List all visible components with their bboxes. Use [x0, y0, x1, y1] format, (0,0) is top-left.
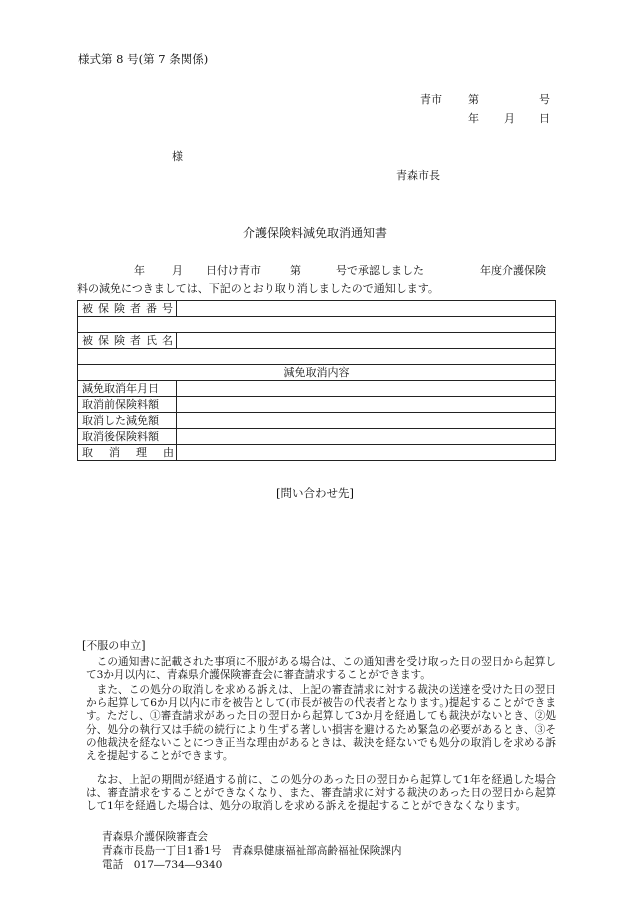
row-label: 取消前保険料額	[78, 397, 177, 413]
recipient-honorific: 様	[172, 150, 183, 163]
appeal-paragraph-3: なお、上記の期間が経過する前に、この処分のあった日の翌日から起算して1年を経過した場合は、審査請求をすることができなくなり、また、審査請求に対する裁決のあった日の翌日から起算して1年を経過した場合は、処分の取消しを求める訴えを提起することができなくなります。	[86, 774, 556, 813]
document-number-go: 号	[539, 93, 550, 106]
issuer: 青森市長	[396, 169, 440, 182]
row-value	[177, 445, 556, 461]
date-month: 月	[504, 112, 515, 125]
insured-name-label: 被保険者氏名	[78, 333, 177, 349]
inquiry-heading: [問い合わせ先]	[276, 486, 354, 500]
row-value	[177, 381, 556, 397]
row-value	[177, 429, 556, 445]
row-label: 取消理由	[78, 445, 177, 461]
notice-year: 年	[134, 264, 145, 277]
form-number: 様式第 8 号(第 7 条関係)	[78, 52, 209, 66]
row-label: 取消後保険料額	[78, 429, 177, 445]
notice-fiscal: 年度介護保険	[480, 264, 546, 277]
contact-org: 青森県介護保険審査会	[102, 831, 208, 843]
notice-approved: 号で承認しました	[336, 264, 424, 277]
appeal-heading: [不服の申立]	[82, 639, 146, 652]
section-title: 減免取消内容	[78, 365, 556, 381]
spacer-row	[78, 317, 556, 333]
notice-line-2: 料の減免につきましては、下記のとおり取り消しましたので通知します。	[77, 282, 439, 295]
date-day: 日	[539, 112, 550, 125]
row-label: 取消した減免額	[78, 413, 177, 429]
document-number-dai: 第	[468, 93, 479, 106]
notice-date-issued: 日付け青市	[206, 264, 261, 277]
document-number-prefix: 青市	[420, 93, 442, 106]
insured-number-value	[177, 301, 556, 317]
date-year: 年	[468, 112, 479, 125]
insured-number-label: 被保険者番号	[78, 301, 177, 317]
cancellation-table	[77, 300, 556, 461]
appeal-paragraph-2: また、この処分の取消しを求める訴えは、上記の審査請求に対する裁決の送達を受けた日の翌日から起算して6か月以内に市を被告として(市長が被告の代表者となります。)提起することができます。ただし、①審査請求があった日の翌日から起算して3か月を経過しても裁決がないとき、②処分、処分の執行又は手続の続行により生ずる著しい損害を避けるため緊急の必要があるとき、③その他裁決を経ないことにつき正当な理由があるときは、裁決を経ないでも処分の取消しを求める訴えを提起することができます。	[86, 684, 556, 763]
spacer-row	[78, 349, 556, 365]
row-value	[177, 413, 556, 429]
notice-dai: 第	[290, 264, 301, 277]
contact-phone: 電話 017―734―9340	[102, 859, 223, 871]
document-title: 介護保険料減免取消通知書	[242, 226, 387, 240]
row-label: 減免取消年月日	[78, 381, 177, 397]
insured-name-value	[177, 333, 556, 349]
appeal-paragraph-1: この通知書に記載された事項に不服がある場合は、この通知書を受け取った日の翌日から起算して3か月以内に、青森県介護保険審査会に審査請求することができます。	[86, 656, 556, 682]
notice-month: 月	[172, 264, 183, 277]
contact-address: 青森市長島一丁目1番1号 青森県健康福祉部高齢福祉保険課内	[102, 845, 402, 857]
row-value	[177, 397, 556, 413]
